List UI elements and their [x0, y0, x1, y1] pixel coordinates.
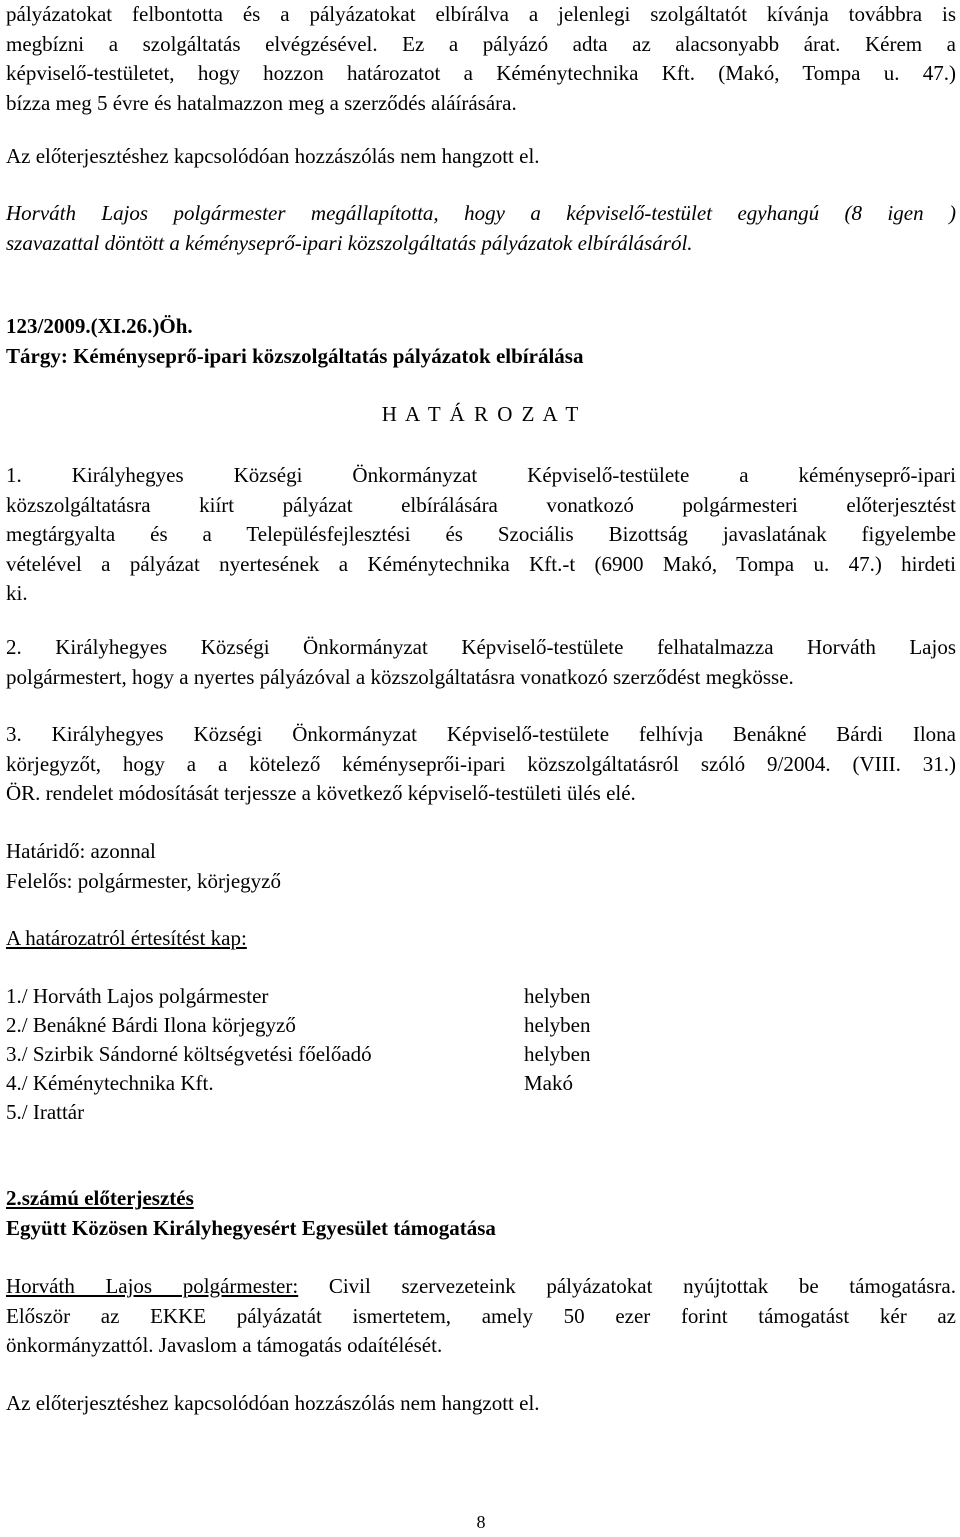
intro-line: pályázatokat felbontotta és a pályázatokat elbírálva a jelenlegi szolgáltatót kívánja továbbra is [6, 2, 956, 26]
list-item: 1./ Horváth Lajos polgármester helyben [6, 984, 591, 1008]
notify-heading: A határozatról értesítést kap: [6, 926, 247, 950]
proposal-2-body: Horváth Lajos polgármester: Civil szervezeteink pályázatokat nyújtottak be támogatásra. Először az EKKE pályázatát ismertetem, amely 50 ezer forint támogatást kér az önkormányzattól. Javaslom a támogatás odaítélését. [6, 1274, 956, 1357]
vote-line: szavazattal döntött a kéményseprő-ipari közszolgáltatás pályázatok elbírálásáról. [6, 230, 693, 255]
deadline: Határidő: azonnal [6, 839, 156, 863]
proposal-2-subject: Együtt Közösen Királyhegyesért Egyesület támogatása [6, 1215, 496, 1240]
list-item: 4./ Kéménytechnika Kft. Makó [6, 1071, 573, 1095]
resolution-point-3: 3. Királyhegyes Községi Önkormányzat Képviselő-testülete felhívja Benákné Bárdi Ilona körjegyzőt, hogy a a kötelező kéményseprői-ipari közszolgáltatásról szóló 9/2004. (VIII. 31.) ÖR. rendelet módosítását terjessze a következő képviselő-testületi ülés elé. [6, 722, 956, 805]
list-item: 2./ Benákné Bárdi Ilona körjegyző helyben [6, 1013, 591, 1037]
intro-line: képviselő-testületet, hogy hozzon határozatot a Kéménytechnika Kft. (Makó, Tompa u. 47.) [6, 61, 956, 85]
resolution-subject: Tárgy: Kéményseprő-ipari közszolgáltatás pályázatok elbírálása [6, 343, 584, 368]
resolution-header [6, 312, 956, 371]
intro-line: megbízni a szolgáltatás elvégzésével. Ez a pályázó adta az alacsonyabb árat. Kérem a [6, 31, 956, 56]
resolution-heading: H A T Á R O Z A T [381, 402, 581, 426]
no-comment-note: Az előterjesztéshez kapcsolódóan hozzászólás nem hangzott el. [6, 1391, 540, 1415]
vote-line: Horváth Lajos polgármester megállapította, hogy a képviselő-testület egyhangú (8 igen ) [6, 201, 956, 225]
list-item: 3./ Szirbik Sándorné költségvetési főelőadó helyben [6, 1042, 591, 1066]
proposal-2-heading: 2.számú előterjesztés [6, 1186, 194, 1210]
page-number: 8 [476, 1512, 486, 1532]
resolution-deadline-block [6, 837, 956, 896]
resolution-point-2: 2. Királyhegyes Községi Önkormányzat Képviselő-testülete felhatalmazza Horváth Lajos polgármestert, hogy a nyertes pályázóval a közszolgáltatásra vonatkozó szerződést megkösse. [6, 635, 956, 689]
resolution-number: 123/2009.(XI.26.)Öh. [6, 314, 193, 338]
responsible: Felelős: polgármester, körjegyző [6, 868, 281, 893]
resolution-point-1: 1. Királyhegyes Községi Önkormányzat Képviselő-testülete a kéményseprő-ipari közszolgáltatásra kiírt pályázat elbírálására vonatkozó polgármesteri előterjesztést megtárgyalta és a Településfejlesztési és Szociális Bizottság javaslatának figyelembe vételével a pályázat nyertesének a Kéménytechnika Kft.-t (6900 Makó, Tompa u. 47.) hirdeti ki. [6, 463, 956, 605]
speaker-name: Horváth Lajos polgármester: [6, 1274, 299, 1298]
recipients-list [6, 982, 956, 1127]
vote-result [6, 199, 956, 258]
intro-paragraph [6, 0, 956, 118]
intro-line: bízza meg 5 évre és hatalmazzon meg a szerződés aláírására. [6, 90, 517, 115]
no-comment-note: Az előterjesztéshez kapcsolódóan hozzászólás nem hangzott el. [6, 144, 540, 168]
proposal-2-header [6, 1184, 956, 1243]
document-page [6, 0, 956, 1537]
list-item: 5./ Irattár [6, 1100, 85, 1124]
